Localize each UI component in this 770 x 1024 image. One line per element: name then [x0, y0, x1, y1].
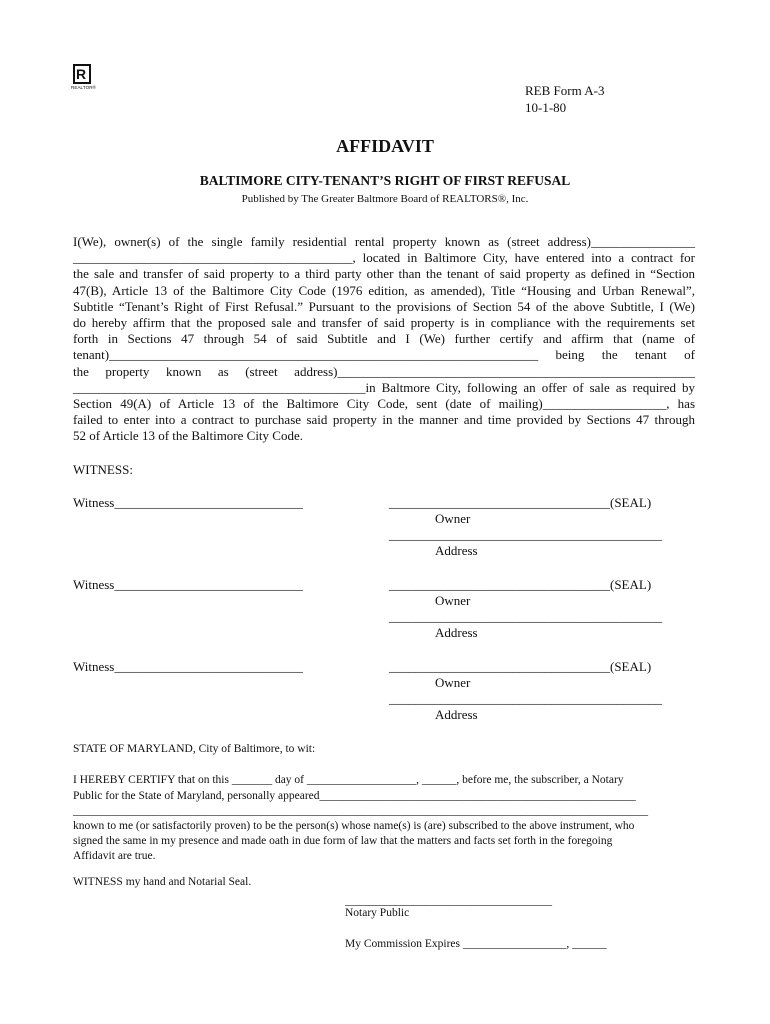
notary-signature-field[interactable]: ____________________________________	[345, 895, 552, 907]
owner-label: Owner	[435, 511, 471, 526]
address-label: Address	[435, 543, 478, 558]
owner-signature-field[interactable]: __________________________________(SEAL)	[389, 495, 652, 510]
owner-signature-field[interactable]: __________________________________(SEAL)	[389, 659, 652, 674]
owner-label: Owner	[435, 675, 471, 690]
owner-signature-field[interactable]: __________________________________(SEAL)	[389, 577, 652, 592]
certify-line: Public for the State of Maryland, personally appeared_______________________________________________________	[73, 789, 636, 802]
body-line: 52 of Article 13 of the Baltimore City Code.	[73, 428, 303, 444]
body-line: _____________________________________________in Baltmore City, following an offer of sale as required by	[73, 379, 695, 395]
body-line: failed to enter into a contract to purchase said property in the manner and time provided by Sections 47 through	[73, 412, 695, 428]
certify-line: I HEREBY CERTIFY that on this _______ day of ___________________, ______, before me, the subscriber, a Notary	[73, 774, 624, 786]
body-line: the sale and transfer of said property to a third party other than the tenant of said property as defined in “Section	[73, 266, 695, 282]
form-number: REB Form A-3 10-1-80	[525, 83, 605, 115]
notary-certification	[73, 773, 695, 820]
witness-signature-field[interactable]: Witness_____________________________	[73, 659, 303, 674]
witness-hand-line: WITNESS my hand and Notarial Seal.	[73, 876, 252, 888]
publisher-line: Published by The Greater Baltmore Board of REALTORS®, Inc.	[241, 193, 529, 205]
witness-signature-field[interactable]: Witness_____________________________	[73, 577, 303, 592]
body-line: do hereby affirm that the proposed sale and transfer of said property is in compliance with the requirements set	[73, 314, 695, 330]
known-line: Affidavit are true.	[73, 850, 156, 862]
document-title: AFFIDAVIT	[336, 136, 434, 156]
notary-public-label: Notary Public	[345, 907, 410, 919]
address-label: Address	[435, 707, 478, 722]
commission-expires-line: My Commission Expires __________________, ______	[345, 938, 607, 950]
address-field[interactable]: __________________________________________	[389, 691, 662, 706]
realtor-logo-word: REALTOR®	[71, 85, 96, 90]
witness-signature-field[interactable]: Witness_____________________________	[73, 495, 303, 510]
body-line: tenant)__________________________________________________________________ being the tenant of	[73, 347, 695, 363]
realtor-logo	[72, 64, 94, 94]
known-line: known to me (or satisfactorily proven) to be the person(s) whose name(s) is (are) subscribed to the above instrument, who	[73, 820, 635, 832]
known-statement	[73, 819, 695, 864]
affidavit-body	[73, 234, 695, 444]
address-label: Address	[435, 625, 478, 640]
body-line: the property known as (street address)_______________________________________________________	[73, 363, 695, 379]
certify-line: ____________________________________________________________________________________________________	[73, 805, 648, 817]
document-subtitle: BALTIMORE CITY-TENANT’S RIGHT OF FIRST REFUSAL	[199, 173, 571, 188]
body-line: forth in Sections 47 through 54 of said Subtitle and I (We) further certify and affirm that (name of	[73, 331, 695, 347]
body-line: 47(B), Article 13 of the Baltimore City Code (1976 edition, as amended), Title “Housing and Urban Renewal”,	[73, 282, 695, 298]
body-line: ___________________________________________, located in Baltimore City, have entered into a contract for	[73, 250, 695, 266]
owner-label: Owner	[435, 593, 471, 608]
body-line: Section 49(A) of Article 13 of the Baltimore City Code, sent (date of mailing)___________________, has	[73, 395, 695, 411]
body-line: Subtitle “Tenant’s Right of First Refusal.” Pursuant to the provisions of Section 54 of the above Subtitle, I (We)	[73, 298, 695, 314]
state-line: STATE OF MARYLAND, City of Baltimore, to wit:	[73, 743, 316, 755]
address-field[interactable]: __________________________________________	[389, 609, 662, 624]
realtor-logo-letter: R	[75, 66, 87, 82]
witness-heading: WITNESS:	[73, 462, 133, 477]
known-line: signed the same in my presence and made oath in due form of law that the matters and facts set forth in the foregoing	[73, 835, 613, 847]
body-line: I(We), owner(s) of the single family residential rental property known as (street address)________________	[73, 234, 695, 249]
address-field[interactable]: __________________________________________	[389, 527, 662, 542]
